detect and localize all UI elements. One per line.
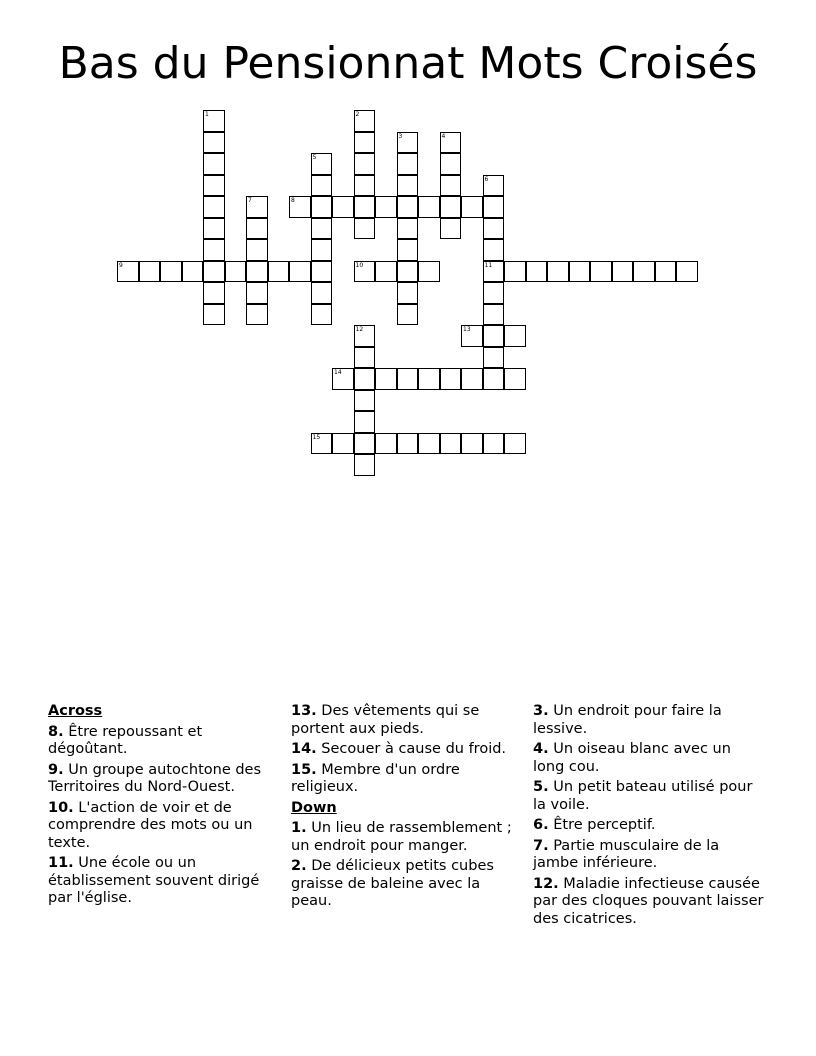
grid-cell[interactable] — [375, 433, 397, 455]
crossword-grid — [0, 0, 816, 500]
grid-cell[interactable] — [354, 218, 376, 240]
clue-item — [291, 858, 523, 911]
clue-item-text: Secouer à cause du froid. — [316, 741, 507, 757]
grid-cell[interactable] — [354, 454, 376, 476]
grid-cell[interactable] — [483, 325, 505, 347]
grid-cell[interactable] — [440, 196, 462, 218]
clue-item-text: Partie musculaire de la jambe inférieure. — [533, 837, 720, 871]
grid-cell[interactable] — [311, 196, 333, 218]
grid-cell[interactable] — [182, 261, 204, 283]
down-clue-list — [291, 820, 523, 911]
grid-cell[interactable] — [440, 175, 462, 197]
grid-cell[interactable] — [375, 196, 397, 218]
clue-item — [291, 741, 523, 759]
clue-item-text: Maladie infectieuse causée par des cloques pouvant laisser des cicatrices. — [533, 875, 764, 927]
grid-cell[interactable] — [397, 433, 419, 455]
grid-cell[interactable] — [504, 261, 526, 283]
grid-cell[interactable] — [139, 261, 161, 283]
grid-cell[interactable] — [633, 261, 655, 283]
across-clue-list-cont — [291, 703, 523, 797]
grid-cell[interactable] — [440, 433, 462, 455]
grid-cell[interactable] — [354, 261, 376, 283]
grid-cell[interactable] — [418, 368, 440, 390]
grid-cell[interactable] — [354, 347, 376, 369]
grid-cell[interactable] — [268, 261, 290, 283]
grid-cell[interactable] — [483, 218, 505, 240]
clue-number: 6 — [484, 175, 489, 183]
clue-item-text: L'action de voir et de comprendre des mots ou un texte. — [48, 799, 253, 851]
grid-cell[interactable] — [354, 433, 376, 455]
grid-cell[interactable] — [311, 239, 333, 261]
clue-item — [533, 838, 765, 873]
grid-cell[interactable] — [203, 153, 225, 175]
grid-cell[interactable] — [440, 368, 462, 390]
grid-cell[interactable] — [311, 433, 333, 455]
clues-column-3 — [533, 703, 765, 931]
clue-item — [533, 741, 765, 776]
across-header: Across — [48, 703, 103, 719]
clue-item-number: 2. — [291, 858, 307, 874]
grid-cell[interactable] — [440, 153, 462, 175]
grid-cell[interactable] — [246, 239, 268, 261]
clue-item-number: 14. — [291, 741, 317, 757]
grid-cell[interactable] — [397, 261, 419, 283]
clue-number: 3 — [398, 132, 403, 140]
grid-cell[interactable] — [354, 196, 376, 218]
clue-item — [291, 703, 523, 738]
clue-number: 9 — [119, 261, 123, 269]
grid-cell[interactable] — [483, 368, 505, 390]
clue-item — [48, 800, 280, 853]
grid-cell[interactable] — [225, 261, 247, 283]
grid-cell[interactable] — [397, 282, 419, 304]
grid-cell[interactable] — [461, 325, 483, 347]
grid-cell[interactable] — [418, 433, 440, 455]
grid-cell[interactable] — [504, 325, 526, 347]
clue-item-text: Membre d'un ordre religieux. — [291, 761, 460, 795]
grid-cell[interactable] — [354, 325, 376, 347]
clue-number: 4 — [441, 132, 446, 140]
clue-number: 1 — [205, 111, 209, 118]
grid-cell[interactable] — [311, 304, 333, 326]
grid-cell[interactable] — [311, 218, 333, 240]
grid-cell[interactable] — [504, 368, 526, 390]
across-clue-list — [48, 724, 280, 908]
grid-cell[interactable] — [483, 347, 505, 369]
grid-cell[interactable] — [483, 175, 505, 197]
grid-cell[interactable] — [440, 132, 462, 154]
clue-item — [533, 817, 765, 835]
grid-cell[interactable] — [354, 132, 376, 154]
grid-cell[interactable] — [311, 153, 333, 175]
grid-cell[interactable] — [461, 196, 483, 218]
grid-cell[interactable] — [246, 304, 268, 326]
grid-cell[interactable] — [569, 261, 591, 283]
clue-item-text: Un endroit pour faire la lessive. — [533, 703, 722, 737]
clue-number: 11 — [484, 261, 493, 269]
clue-number: 15 — [312, 433, 321, 441]
clue-item — [48, 724, 280, 759]
grid-cell[interactable] — [483, 304, 505, 326]
grid-cell[interactable] — [397, 239, 419, 261]
clue-item-text: Un oiseau blanc avec un long cou. — [533, 741, 731, 775]
grid-cell[interactable] — [461, 368, 483, 390]
grid-cell[interactable] — [203, 110, 225, 132]
clue-item-text: Une école ou un établissement souvent dirigé par l'église. — [48, 855, 260, 906]
grid-cell[interactable] — [461, 433, 483, 455]
down-header: Down — [291, 799, 337, 816]
clue-item-number: 5. — [533, 779, 549, 795]
grid-cell[interactable] — [526, 261, 548, 283]
grid-cell[interactable] — [547, 261, 569, 283]
clue-item-number: 4. — [533, 741, 549, 757]
grid-cell[interactable] — [203, 261, 225, 283]
clue-number: 14 — [334, 369, 342, 376]
grid-cell[interactable] — [440, 218, 462, 240]
clue-number: 7 — [248, 197, 252, 204]
grid-cell[interactable] — [483, 239, 505, 261]
grid-cell[interactable] — [397, 368, 419, 390]
grid-cell[interactable] — [397, 218, 419, 240]
grid-cell[interactable] — [203, 304, 225, 326]
grid-cell[interactable] — [332, 368, 354, 390]
clue-item-text: Être repoussant et dégoûtant. — [48, 723, 203, 757]
clue-item-text: Des vêtements qui se portent aux pieds. — [291, 703, 480, 737]
grid-cell[interactable] — [354, 153, 376, 175]
grid-cell[interactable] — [354, 411, 376, 433]
grid-cell[interactable] — [483, 261, 505, 283]
grid-cell[interactable] — [354, 368, 376, 390]
grid-cell[interactable] — [397, 132, 419, 154]
grid-cell[interactable] — [612, 261, 634, 283]
grid-cell[interactable] — [203, 239, 225, 261]
grid-cell[interactable] — [311, 282, 333, 304]
grid-cell[interactable] — [311, 175, 333, 197]
grid-cell[interactable] — [311, 261, 333, 283]
grid-cell[interactable] — [397, 153, 419, 175]
clue-number: 8 — [291, 197, 295, 204]
grid-cell[interactable] — [397, 175, 419, 197]
clue-item-text: Un petit bateau utilisé pour la voile. — [533, 779, 753, 813]
grid-cell[interactable] — [246, 261, 268, 283]
grid-cell[interactable] — [676, 261, 698, 283]
grid-cell[interactable] — [483, 196, 505, 218]
clues-section — [48, 703, 768, 1003]
grid-cell[interactable] — [203, 218, 225, 240]
grid-cell[interactable] — [354, 390, 376, 412]
clue-item — [48, 855, 280, 908]
clue-item-number: 6. — [533, 817, 549, 833]
puzzle-title: Bas du Pensionnat Mots Croisés — [58, 38, 758, 89]
grid-cell[interactable] — [590, 261, 612, 283]
clue-number: 10 — [355, 261, 364, 269]
grid-cell[interactable] — [483, 282, 505, 304]
grid-cell[interactable] — [246, 196, 268, 218]
grid-cell[interactable] — [117, 261, 139, 283]
clue-item-text: De délicieux petits cubes graisse de baleine avec la peau. — [291, 858, 494, 909]
clue-item-number: 15. — [291, 761, 317, 778]
clue-item — [291, 762, 523, 797]
grid-cell[interactable] — [418, 196, 440, 218]
grid-cell[interactable] — [655, 261, 677, 283]
clue-number: 2 — [355, 111, 360, 118]
clue-item — [533, 876, 765, 929]
clue-item-number: 7. — [533, 837, 549, 854]
grid-cell[interactable] — [375, 368, 397, 390]
clue-item-text: Un lieu de rassemblement ; un endroit pour manger. — [291, 820, 512, 854]
clue-number: 12 — [355, 326, 364, 333]
grid-cell[interactable] — [397, 196, 419, 218]
grid-cell[interactable] — [354, 175, 376, 197]
clue-item-text: Un groupe autochtone des Territoires du Nord-Ouest. — [48, 761, 262, 795]
grid-cell[interactable] — [246, 282, 268, 304]
clue-item-number: 9. — [48, 761, 64, 778]
clue-item-number: 13. — [291, 703, 317, 719]
grid-cell[interactable] — [397, 304, 419, 326]
clue-item-number: 10. — [48, 799, 74, 816]
clues-column-1 — [48, 703, 280, 911]
grid-cell[interactable] — [203, 175, 225, 197]
grid-cell[interactable] — [332, 196, 354, 218]
clue-number: 5 — [312, 154, 317, 161]
clue-item-number: 1. — [291, 820, 307, 836]
clue-item-number: 3. — [533, 703, 549, 719]
grid-cell[interactable] — [203, 132, 225, 154]
grid-cell[interactable] — [332, 433, 354, 455]
grid-cell[interactable] — [375, 261, 397, 283]
clue-item — [48, 762, 280, 797]
clue-item-text: Être perceptif. — [548, 817, 656, 833]
grid-cell[interactable] — [203, 196, 225, 218]
grid-cell[interactable] — [203, 282, 225, 304]
clue-item — [291, 820, 523, 855]
grid-cell[interactable] — [289, 261, 311, 283]
grid-cell[interactable] — [483, 433, 505, 455]
clue-number: 13 — [463, 326, 471, 333]
grid-cell[interactable] — [354, 110, 376, 132]
clue-item — [533, 703, 765, 738]
grid-cell[interactable] — [246, 218, 268, 240]
clue-item — [533, 779, 765, 814]
grid-cell[interactable] — [418, 261, 440, 283]
clue-item-number: 12. — [533, 875, 559, 892]
clues-column-2 — [291, 703, 523, 914]
grid-cell[interactable] — [160, 261, 182, 283]
clue-item-number: 11. — [48, 855, 74, 871]
grid-cell[interactable] — [504, 433, 526, 455]
down-clue-list-cont — [533, 703, 765, 928]
grid-cell[interactable] — [289, 196, 311, 218]
clue-item-number: 8. — [48, 723, 64, 740]
